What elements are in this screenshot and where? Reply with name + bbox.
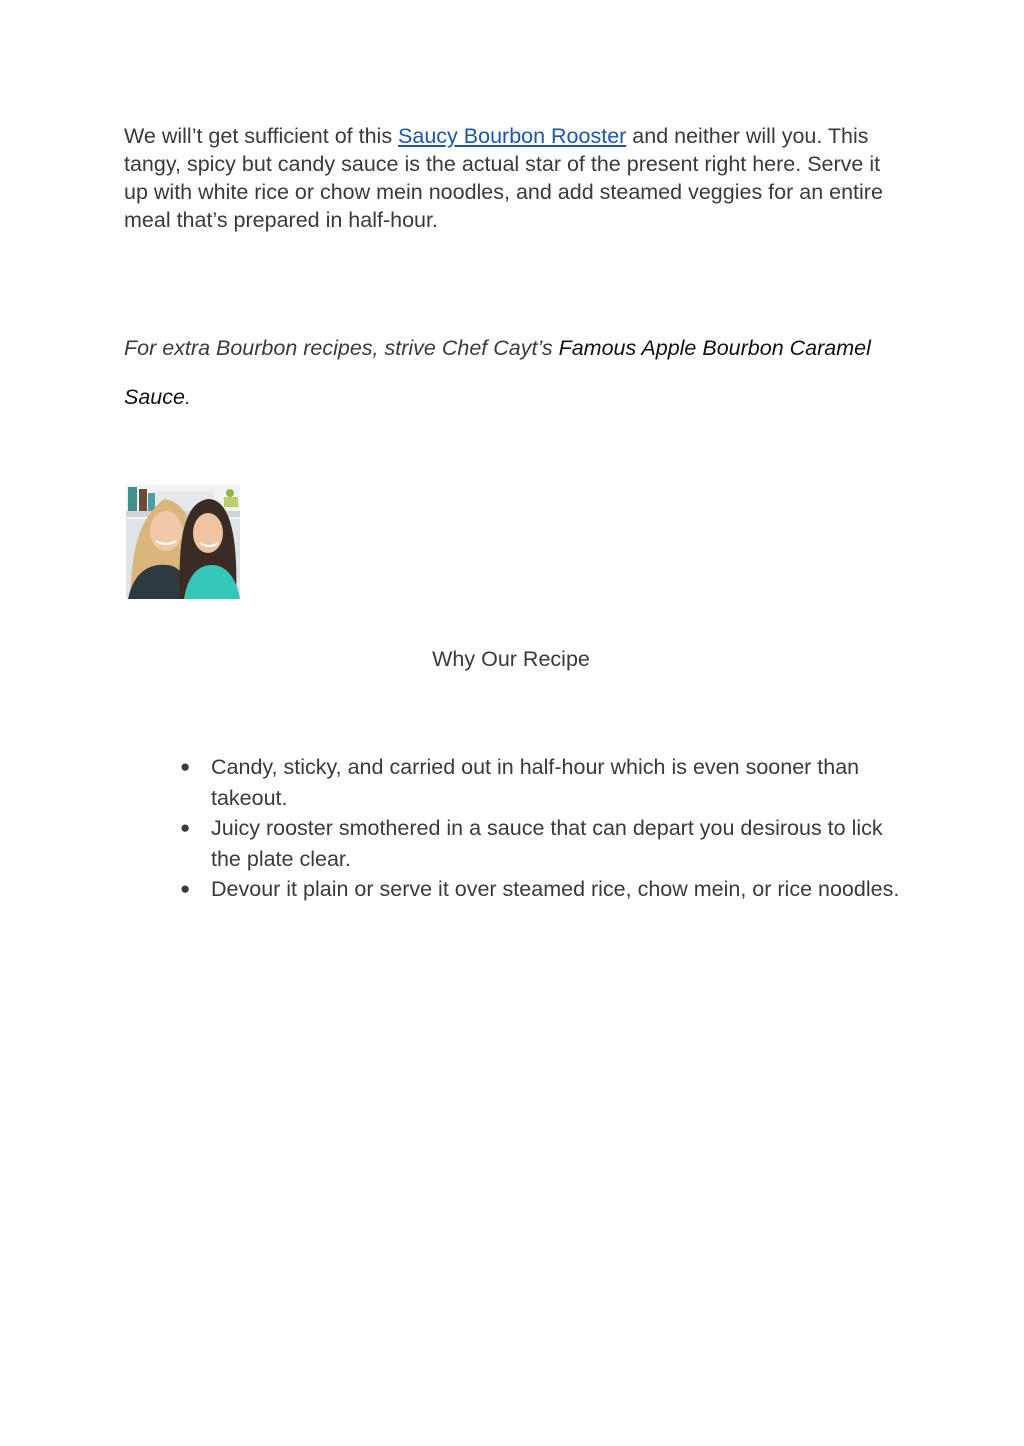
intro-text-before: We will’t get sufficient of this: [124, 124, 399, 148]
list-item: [180, 874, 900, 905]
list-item-text: Juicy rooster smothered in a sauce that can depart you desirous to lick the plate clear.: [211, 816, 883, 871]
list-item: [180, 752, 900, 813]
recipe-name-text: Famous Apple Bourbon Caramel Sauce: [124, 336, 871, 409]
reasons-list: [180, 752, 900, 905]
authors-photo-image: [126, 485, 240, 599]
extra-trail-text: .: [184, 385, 191, 409]
intro-paragraph: [124, 122, 894, 234]
extra-recipes-paragraph: [124, 324, 894, 422]
bullet-icon: ●: [180, 879, 191, 898]
list-item: [180, 813, 900, 874]
bullet-icon: ●: [180, 757, 191, 776]
intro-text-after: and neither will you. This tangy, spicy but candy sauce is the actual star of the present right here. Serve it up with white rice or chow mein noodles, and add steamed veggies for an entire meal that’s prepared in half-hour.: [124, 124, 883, 232]
authors-photo: [126, 485, 240, 599]
extra-lead-text: For extra Bourbon recipes, strive Chef Cayt’s: [124, 336, 559, 360]
list-item-text: Devour it plain or serve it over steamed rice, chow mein, or rice noodles.: [211, 877, 900, 901]
bullet-icon: ●: [180, 818, 191, 837]
list-item-text: Candy, sticky, and carried out in half-hour which is even sooner than takeout.: [211, 755, 860, 810]
saucy-bourbon-rooster-link[interactable]: Saucy Bourbon Rooster: [398, 124, 627, 148]
section-title: Why Our Recipe: [432, 647, 590, 671]
